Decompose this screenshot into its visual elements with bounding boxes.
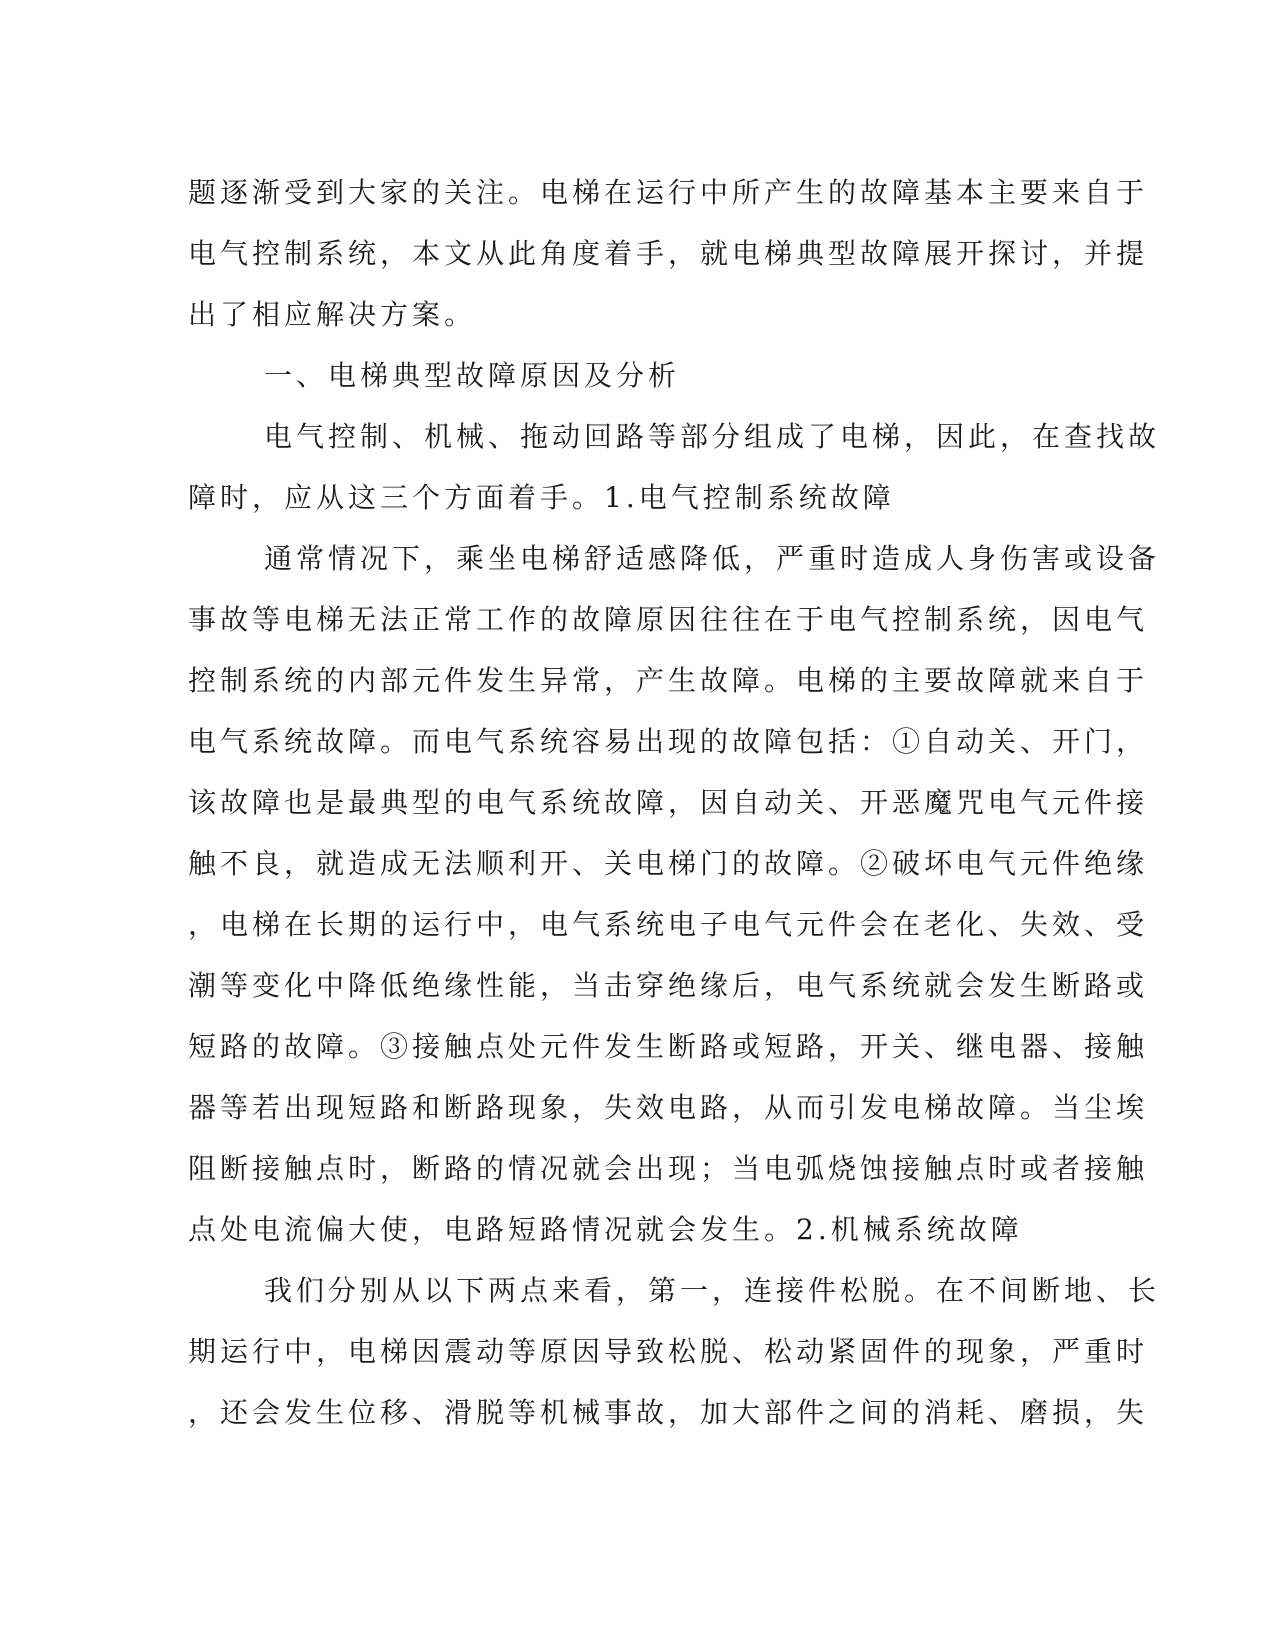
- text-line: 电气控制系统，本文从此角度着手，就电梯典型故障展开探讨，并提: [188, 237, 1149, 270]
- text-line: 电气控制、机械、拖动回路等部分组成了电梯，因此，在查找故: [264, 420, 1161, 453]
- text-line: 阻断接触点时，断路的情况就会出现；当电弧烧蚀接触点时或者接触: [188, 1152, 1149, 1185]
- text-line: 出了相应解决方案。: [188, 298, 477, 331]
- text-line: 触不良，就造成无法顺利开、关电梯门的故障。②破坏电气元件绝缘: [188, 847, 1149, 880]
- text-line: 潮等变化中降低绝缘性能，当击穿绝缘后，电气系统就会发生断路或: [188, 969, 1149, 1002]
- text-line: 我们分别从以下两点来看，第一，连接件松脱。在不间断地、长: [264, 1274, 1161, 1307]
- text-line: 控制系统的内部元件发生异常，产生故障。电梯的主要故障就来自于: [188, 664, 1149, 697]
- text-line: 事故等电梯无法正常工作的故障原因往往在于电气控制系统，因电气: [188, 603, 1149, 636]
- section-heading: 一、电梯典型故障原因及分析: [264, 359, 681, 392]
- text-line: ，电梯在长期的运行中，电气系统电子电气元件会在老化、失效、受: [188, 908, 1149, 941]
- text-line: 障时，应从这三个方面着手。1.电气控制系统故障: [188, 481, 895, 514]
- text-line: 期运行中，电梯因震动等原因导致松脱、松动紧固件的现象，严重时: [188, 1335, 1149, 1368]
- body-text: [188, 162, 1161, 1443]
- text-line: 题逐渐受到大家的关注。电梯在运行中所产生的故障基本主要来自于: [188, 176, 1149, 209]
- text-line: 电气系统故障。而电气系统容易出现的故障包括：①自动关、开门，: [188, 725, 1149, 758]
- text-line: 点处电流偏大使，电路短路情况就会发生。2.机械系统故障: [188, 1213, 1023, 1246]
- text-line: 短路的故障。③接触点处元件发生断路或短路，开关、继电器、接触: [188, 1030, 1149, 1063]
- text-line: 通常情况下，乘坐电梯舒适感降低，严重时造成人身伤害或设备: [264, 542, 1161, 575]
- text-line: 器等若出现短路和断路现象，失效电路，从而引发电梯故障。当尘埃: [188, 1091, 1149, 1124]
- text-line: 该故障也是最典型的电气系统故障，因自动关、开恶魔咒电气元件接: [188, 786, 1149, 819]
- text-line: ，还会发生位移、滑脱等机械事故，加大部件之间的消耗、磨损，失: [188, 1396, 1149, 1429]
